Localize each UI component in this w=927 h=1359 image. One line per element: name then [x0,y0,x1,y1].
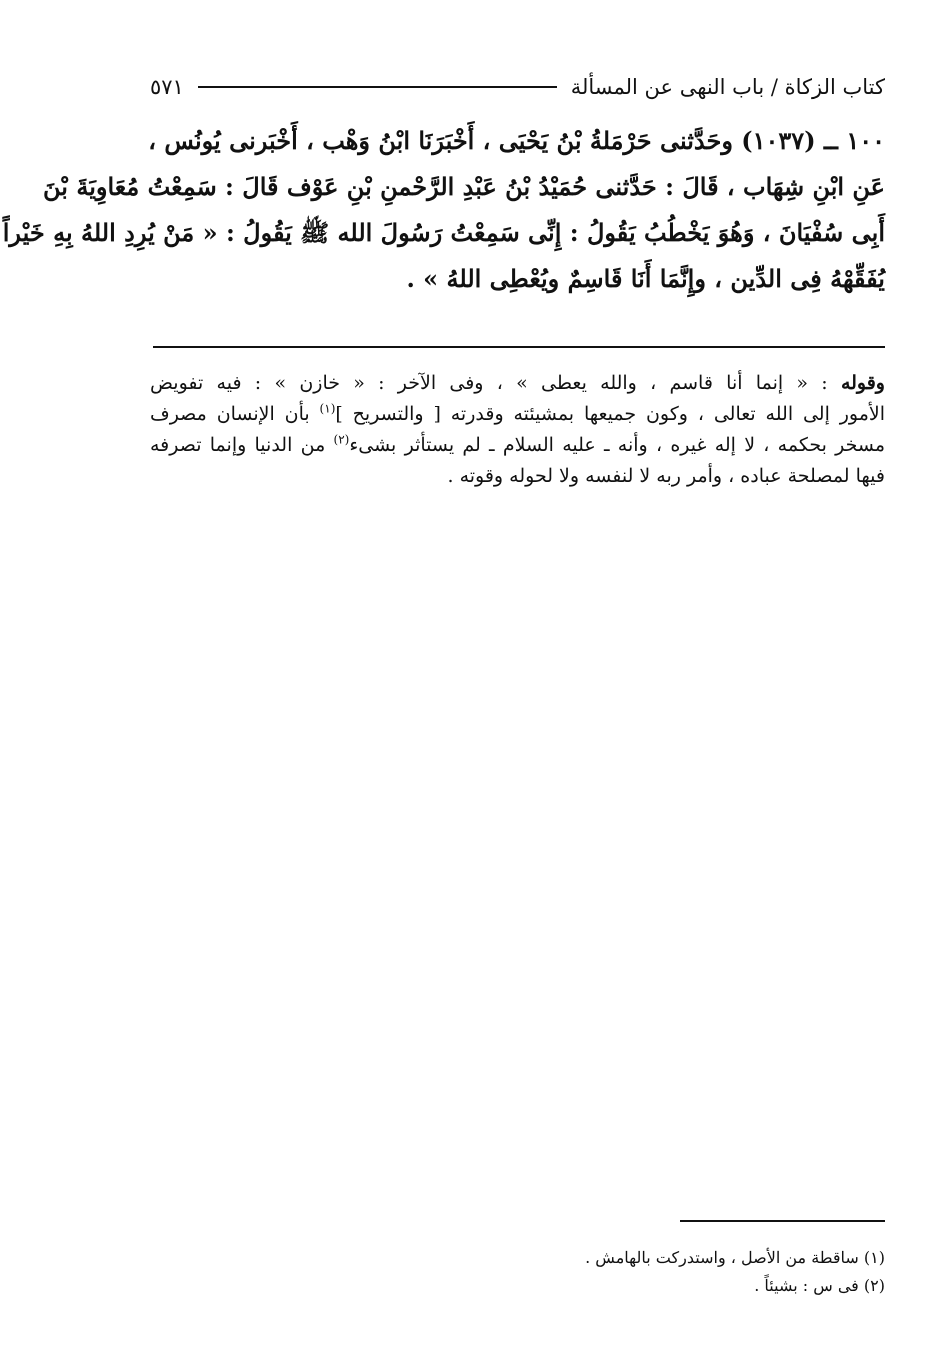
commentary-segment: مسخر بحكمه ، لا إله غيره ، وأنه ـ عليه السلام ـ لم يستأثر بشىء [349,434,885,456]
commentary-line: فيها لمصلحة عباده ، وأمر ربه لا لنفسه ولا لحوله وقوته . [447,465,885,487]
footnote: (٢) فى س : بشيئاً . [754,1276,885,1295]
footnote-marker: (٢) [333,432,350,447]
commentary-segment: بأن الإنسان مصرف [150,403,320,425]
commentary-segment: : « إنما أنا قاسم ، والله يعطى » ، وفى الآخر : « خازن » : فيه تفويض [150,372,841,394]
commentary-segment: من الدنيا وإنما تصرفه [150,434,334,456]
commentary-text [150,368,885,492]
commentary-line [150,399,885,430]
commentary-lead: وقوله [840,372,885,394]
hadith-line: عَنِ ابْنِ شِهَاب ، قَالَ : حَدَّثنى حُمَيْدُ بْنُ عَبْدِ الرَّحْمنِ بْنِ عَوْف قَالَ : سَمِعْتُ مُعَاوِيَةَ بْنَ [43,172,885,201]
hadith-text [2,118,885,302]
header-rule [198,86,557,88]
chapter-title: كتاب الزكاة / باب النهى عن المسألة [570,75,885,99]
footnote: (١) ساقطة من الأصل ، واستدركت بالهامش . [585,1248,885,1267]
hadith-line: أَبِى سُفْيَانَ ، وَهُوَ يَخْطُبُ يَقُولُ : إِنِّى سَمِعْتُ رَسُولَ الله ﷺ يَقُولُ : « مَنْ يُرِدِ اللهُ بِهِ خَيْراً [2,218,885,247]
page-number: ٥٧١ [150,75,184,99]
hadith-line: يُفَقِّهْهُ فِى الدِّين ، وإِنَّمَا أَنَا قَاسِمٌ ويُعْطِى اللهُ » . [406,264,885,293]
commentary-line [150,430,885,461]
commentary-segment: الأمور إلى الله تعالى ، وكون جميعها بمشيئته وقدرته [ والتسريح ] [335,403,885,425]
section-separator [153,346,885,348]
commentary-line [150,368,885,399]
hadith-line: ١٠٠ ــ (١٠٣٧) وحَدَّثنى حَرْمَلةُ بْنُ يَحْيَى ، أَخْبَرَنَا ابْنُ وَهْب ، أَخْبَرنى يُونُس ، [148,126,885,155]
running-header [150,70,885,104]
footnote-separator [680,1220,885,1222]
footnotes [450,1244,885,1300]
footnote-marker: (١) [319,401,336,416]
